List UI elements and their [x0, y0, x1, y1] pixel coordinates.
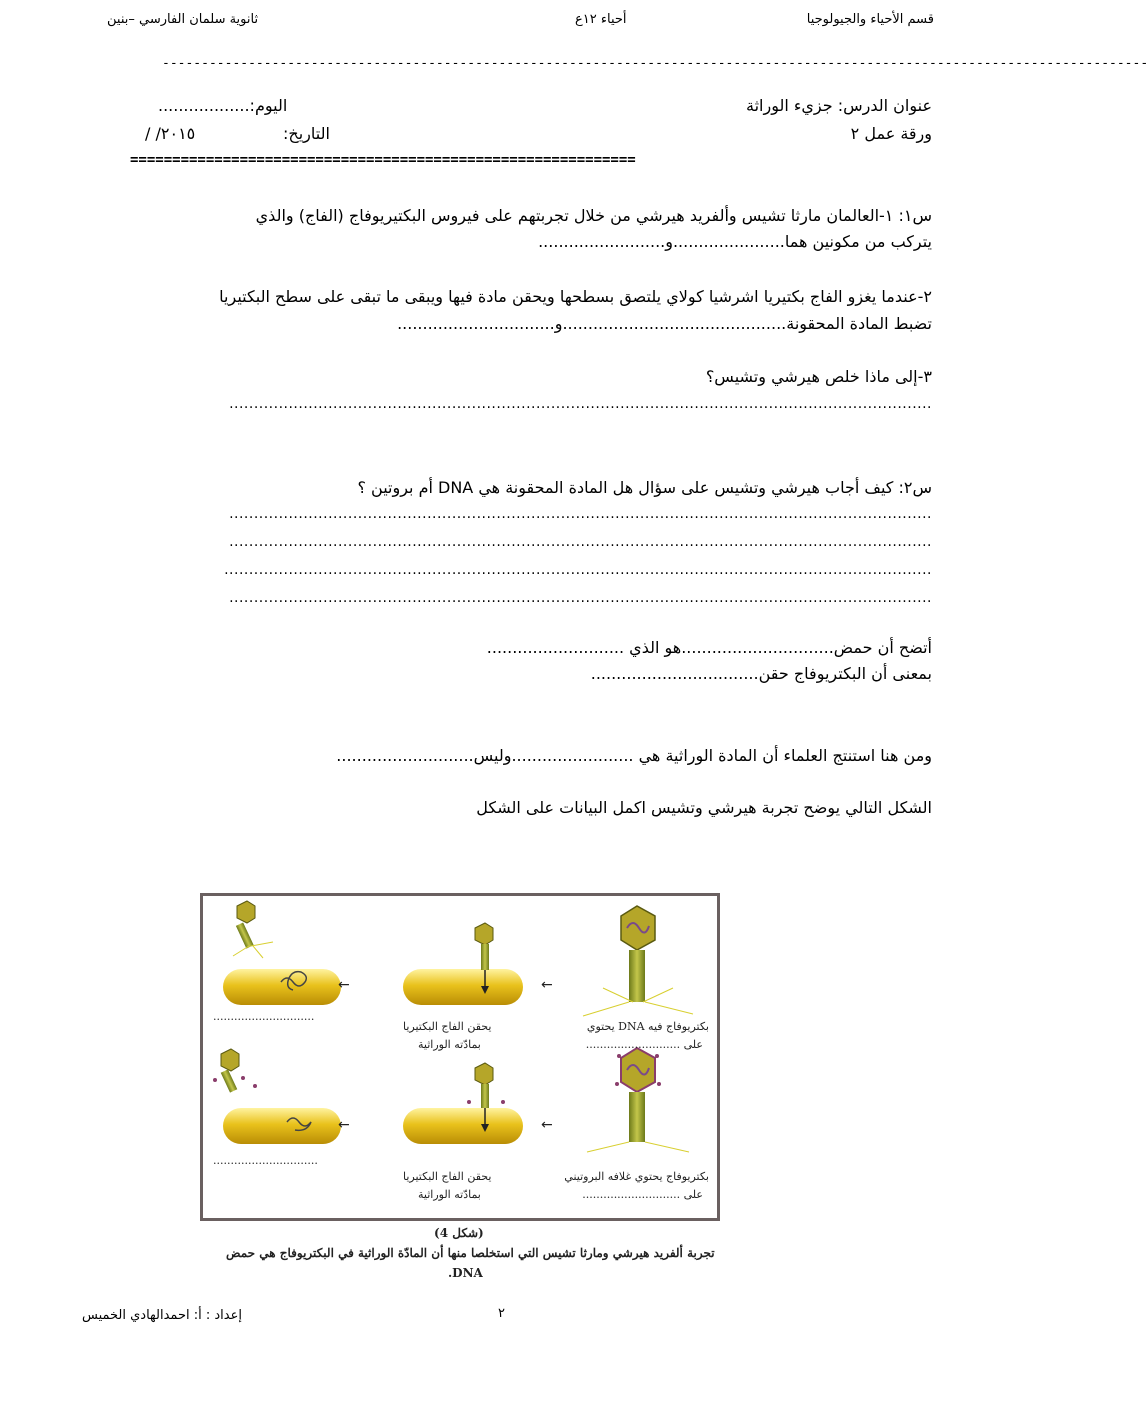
phage-tail: [221, 1069, 238, 1092]
phage-tail: [236, 923, 254, 949]
date-label: التاريخ:: [283, 124, 330, 143]
row1-middle-group: [403, 923, 523, 1005]
q2-line1: ٢-عندما يغزو الفاج بكتيريا اشرشيا كولاي يلتصق بسطحها ويحقن مادة فيها ويبقى ما تبقى على سطح البكتيريا: [219, 287, 932, 306]
row2-right-label: بكتريوفاج يحتوي غلافه البروتيني: [564, 1170, 709, 1183]
row2-right-group: [587, 1048, 689, 1152]
arrow-left: ←: [338, 977, 350, 993]
day-field: اليوم:..................: [158, 96, 288, 115]
s2-question: س٢: كيف أجاب هيرشي وتشيس على سؤال هل المادة المحقونة هي DNA أم بروتين ؟: [357, 478, 932, 497]
q2-line2: تضبط المادة المحقونة............................................و...............................: [397, 314, 932, 333]
answer-line[interactable]: ..............................................................................................................................................: [229, 506, 932, 522]
answer-line[interactable]: ..............................................................................................................................................: [229, 534, 932, 550]
inject-statement: بمعنى أن البكتريوفاج حقن.................................: [590, 664, 932, 683]
row1-middle-label-2: بمادّته الوراثية: [418, 1038, 481, 1051]
q3-question: ٣-إلى ماذا خلص هيرشي وتشيس؟: [705, 367, 932, 386]
row1-right-label-answer[interactable]: على ...........................: [585, 1038, 703, 1051]
phage-head: [221, 1049, 239, 1071]
answer-line[interactable]: ..............................................................................................................................................: [229, 396, 932, 412]
phage-head: [475, 923, 493, 945]
department-name: قسم الأحياء والجيولوجيا: [806, 12, 934, 27]
figure-caption-end: .DNA: [448, 1266, 483, 1280]
author-credit: إعداد : أ: احمدالهادي الخميس: [82, 1308, 242, 1323]
q1-line1: س١: ١-العالمان مارثا تشيس وألفريد هيرشي من خلال تجربتهم على فيروس البكتيريوفاج (الفاج) والذي: [255, 206, 932, 225]
double-separator: ============================================================: [130, 152, 636, 168]
bacterium: [403, 969, 523, 1005]
dashed-separator: ------------------------------------------------------------------------------------------------------------------------------: [162, 56, 1148, 71]
lesson-title: عنوان الدرس: جزيء الوراثة: [745, 96, 932, 115]
figure-number: (شكل 4): [434, 1226, 484, 1240]
conclusion-statement: ومن هنا استنتج العلماء أن المادة الوراثية هي ........................وليس...........................: [336, 746, 932, 765]
row2-left-group: [213, 1049, 341, 1144]
figure-intro: الشكل التالي يوضح تجربة هيرشي وتشيس اكمل البيانات على الشكل: [476, 798, 932, 817]
answer-line[interactable]: ...............................................................................................................................................: [224, 562, 932, 578]
row2-left-answer[interactable]: ..............................: [213, 1154, 318, 1167]
arrow-left: ←: [338, 1117, 350, 1133]
arrow-left: ←: [541, 977, 553, 993]
row1-middle-label: يحقن الفاج البكتيريا: [403, 1020, 492, 1033]
figure-caption: تجربة ألفريد هيرشي ومارثا تشيس التي استخلصا منها أن المادّة الوراثية في البكتريوفاج هي حمض: [226, 1246, 715, 1260]
phage-tail: [481, 944, 489, 970]
phage-tail: [629, 1092, 645, 1142]
bacterium: [223, 969, 341, 1005]
phage-head: [475, 1063, 493, 1085]
row1-right-group: [583, 906, 693, 1016]
row2-middle-label: يحقن الفاج البكتيريا: [403, 1170, 492, 1183]
row2-right-label-answer[interactable]: على ............................: [582, 1188, 703, 1201]
q1-line2: يتركب من مكونين هما......................و.........................: [538, 232, 932, 251]
bacterium: [403, 1108, 523, 1144]
experiment-figure: [200, 893, 720, 1221]
phage-tail: [481, 1084, 489, 1108]
answer-line[interactable]: ..............................................................................................................................................: [229, 590, 932, 606]
date-value: / /٢٠١٥: [145, 124, 196, 143]
row2-middle-label-2: بمادّته الوراثية: [418, 1188, 481, 1201]
row1-left-group: [223, 901, 341, 1005]
acid-statement: أتضح أن حمض..............................هو الذي ...........................: [486, 638, 932, 657]
course-code: أحياء ١٢ع: [575, 12, 627, 27]
arrow-left: ←: [541, 1117, 553, 1133]
bacterium: [223, 1108, 341, 1144]
worksheet-number: ورقة عمل ٢: [850, 124, 932, 143]
row1-right-label: بكتريوفاج فيه DNA يحتوي: [586, 1020, 709, 1033]
phage-head: [237, 901, 255, 923]
row1-left-answer[interactable]: .............................: [213, 1010, 315, 1023]
phage-tail: [629, 950, 645, 1002]
row2-middle-group: [403, 1063, 523, 1144]
page-number: ٢: [498, 1306, 505, 1321]
school-name: ثانوية سلمان الفارسي –بنين: [107, 12, 259, 27]
